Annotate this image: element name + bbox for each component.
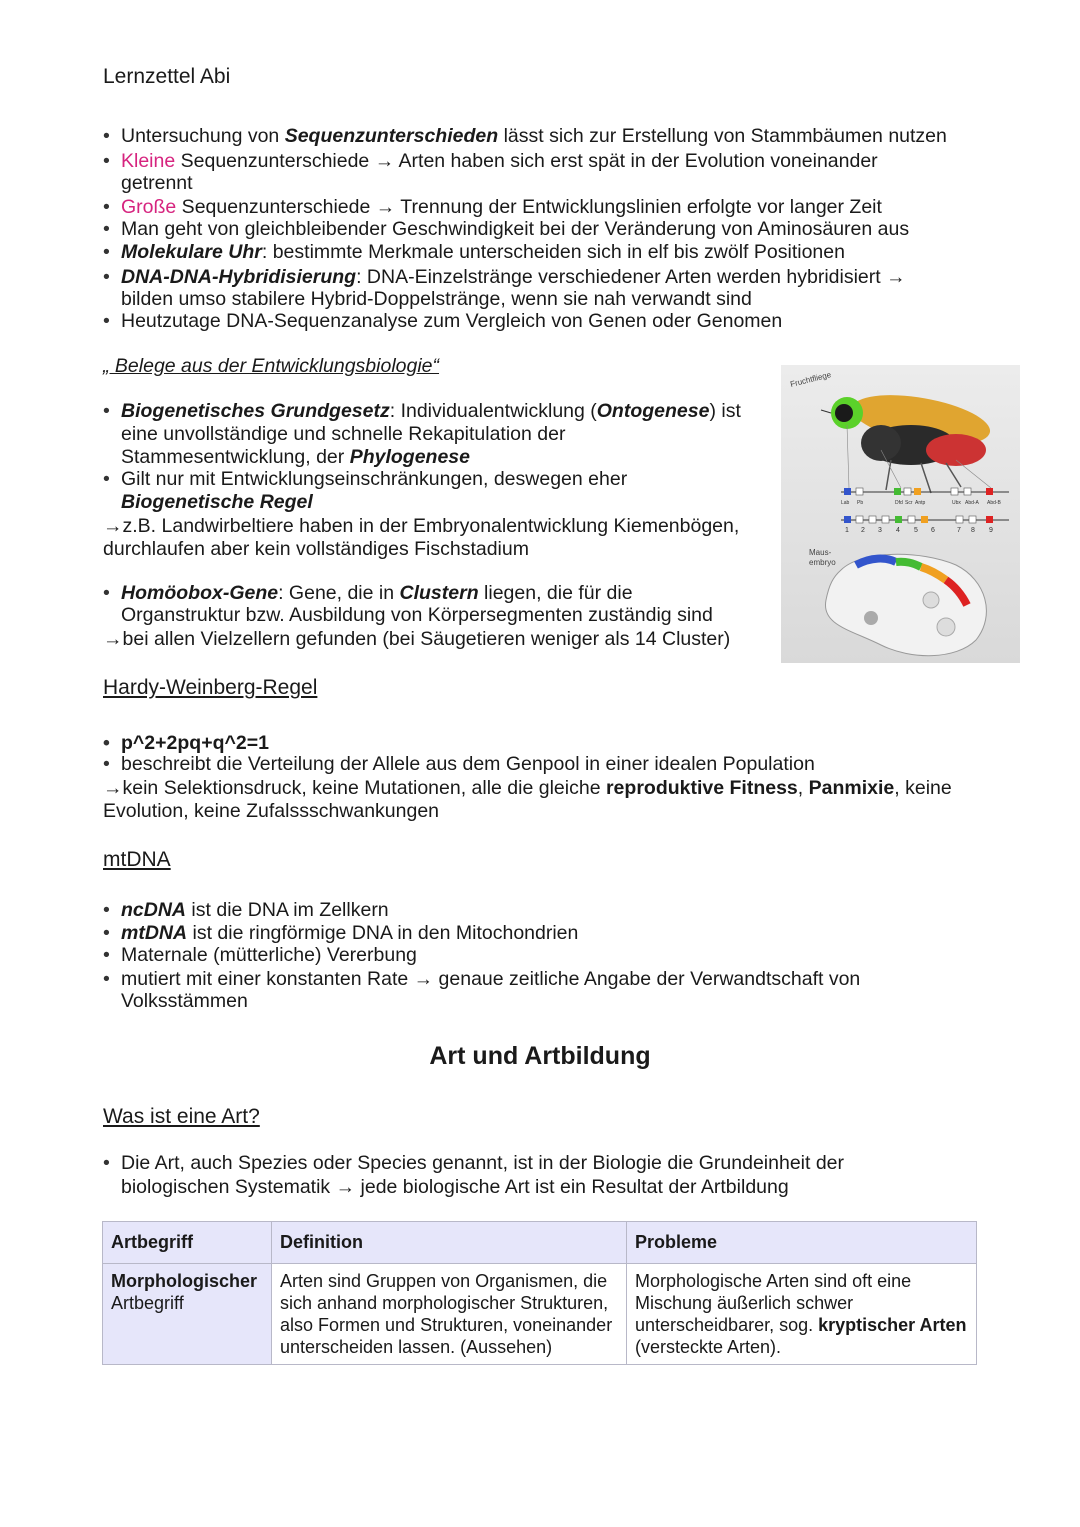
table-header: Artbegriff: [103, 1222, 272, 1264]
arrow-example-l2: durchlaufen aber kein vollständiges Fischstadium: [103, 538, 529, 560]
section-heading-developmental-biology: „ Belege aus der Entwicklungsbiologie“: [103, 355, 440, 377]
bullet-molecular-clock: • Molekulare Uhr: bestimmte Merkmale unterscheiden sich in elf bis zwölf Positionen: [121, 241, 845, 263]
gene-label: Lab: [841, 500, 850, 506]
bullet-small-differences-cont: getrennt: [121, 172, 193, 194]
bullet-homeobox-cont: Organstruktur bzw. Ausbildung von Körpersegmenten zuständig sind: [121, 604, 713, 626]
bullet-formula: • p^2+2pq+q^2=1: [121, 732, 269, 754]
table-header: Definition: [272, 1222, 627, 1264]
bullet-homeobox: • Homöobox-Gene: Gene, die in Clustern liegen, die für die: [121, 582, 633, 604]
mouse-embryo-illustration: [825, 554, 986, 655]
table-cell-definition: Arten sind Gruppen von Organismen, die sich anhand morphologischer Strukturen, also Formen und Strukturen, voneinander unterscheiden lassen. (Aussehen): [272, 1264, 627, 1365]
table-row: [103, 1264, 977, 1365]
cluster-number: 1: [845, 527, 849, 534]
bullet-biogenetic-law-l2: eine unvollständige und schnelle Rekapitulation der: [121, 423, 566, 445]
gene-label: Abd-B: [987, 500, 1001, 506]
bullet-mutation-rate: • mutiert mit einer konstanten Rate → genaue zeitliche Angabe der Verwandtschaft von: [121, 968, 860, 990]
bullet-restrictions: • Gilt nur mit Entwicklungseinschränkungen, deswegen eher: [121, 468, 627, 490]
label-fly: Fruchtfliege: [789, 370, 833, 389]
arrow-homeobox: →bei allen Vielzellern gefunden (bei Säugetieren weniger als 14 Cluster): [103, 628, 731, 650]
bullet-biogenetic-law: • Biogenetisches Grundgesetz: Individualentwicklung (Ontogenese) ist: [121, 400, 741, 422]
bullet-constant-speed: • Man geht von gleichbleibender Geschwindigkeit bei der Veränderung von Aminosäuren aus: [121, 218, 909, 240]
arrow-example-l1: →z.B. Landwirbeltiere haben in der Embryonalentwicklung Kiemenbögen,: [103, 515, 740, 537]
table-cell-problems: Morphologische Arten sind oft eine Mischung äußerlich schwer unterscheidbarer, sog. kryptischer Arten (versteckte Arten).: [627, 1264, 977, 1365]
gene-label: Ubx: [952, 500, 961, 506]
fly-illustration: [821, 386, 994, 493]
cluster-number: 5: [914, 527, 918, 534]
label-mouse: Maus-: [809, 548, 832, 557]
table-header-row: [103, 1222, 977, 1264]
cluster-number: 8: [971, 527, 975, 534]
bullet-maternal: • Maternale (mütterliche) Vererbung: [121, 944, 417, 966]
species-table: [102, 1221, 977, 1365]
section-title-art: Art und Artbildung: [429, 1042, 651, 1070]
hox-diagram: [781, 365, 1020, 663]
bullet-large-differences: • Große Sequenzunterschiede → Trennung der Entwicklungslinien erfolgte vor langer Zeit: [121, 196, 882, 218]
hox-gene-figure: [781, 365, 1020, 663]
gene-label: Dfd: [895, 500, 903, 506]
bullet-hybridization: • DNA-DNA-Hybridisierung: DNA-Einzelstränge verschiedener Arten werden hybridisiert →: [121, 266, 906, 288]
table-cell-term: Morphologischer Artbegriff: [103, 1264, 272, 1365]
bullet-small-differences: • Kleine Sequenzunterschiede → Arten haben sich erst spät in der Evolution voneinander: [121, 150, 878, 172]
bullet-distribution: • beschreibt die Verteilung der Allele aus dem Genpool in einer idealen Population: [121, 753, 815, 775]
bullet-species-definition: • Die Art, auch Spezies oder Species genannt, ist in der Biologie die Grundeinheit der: [121, 1152, 844, 1174]
biogenetic-rule: Biogenetische Regel: [121, 491, 313, 513]
gene-label: Antp: [915, 500, 926, 506]
label-mouse: embryo: [809, 558, 836, 567]
cluster-number: 2: [861, 527, 865, 534]
gene-label: Abd-A: [965, 500, 979, 506]
bullet-ncdna: • ncDNA ist die DNA im Zellkern: [121, 899, 389, 921]
table-header: Probleme: [627, 1222, 977, 1264]
section-heading-mtdna: mtDNA: [103, 848, 171, 871]
cluster-number: 6: [931, 527, 935, 534]
bullet-species-definition-cont: biologischen Systematik → jede biologische Art ist ein Resultat der Artbildung: [121, 1176, 789, 1198]
gene-label: Scr: [905, 500, 913, 506]
section-heading-what-is-species: Was ist eine Art?: [103, 1105, 260, 1128]
section-heading-hardy-weinberg: Hardy-Weinberg-Regel: [103, 676, 318, 699]
bullet-mutation-rate-cont: Volksstämmen: [121, 990, 248, 1012]
cluster-number: 3: [878, 527, 882, 534]
cluster-number: 4: [896, 527, 900, 534]
arrow-conditions-l1: →kein Selektionsdruck, keine Mutationen, alle die gleiche reproduktive Fitness, Panmixie, keine: [103, 777, 952, 799]
bullet-dna-analysis: • Heutzutage DNA-Sequenzanalyse zum Vergleich von Genen oder Genomen: [121, 310, 782, 332]
arrow-conditions-l2: Evolution, keine Zufalssschwankungen: [103, 800, 440, 822]
gene-label: Pb: [857, 500, 864, 506]
bullet-biogenetic-law-l3: Stammesentwicklung, der Phylogenese: [121, 446, 470, 468]
bullet-hybridization-cont: bilden umso stabilere Hybrid-Doppelstränge, wenn sie nah verwandt sind: [121, 288, 752, 310]
bullet-mtdna: • mtDNA ist die ringförmige DNA in den Mitochondrien: [121, 922, 578, 944]
bullet-sequence: • Untersuchung von Sequenzunterschieden lässt sich zur Erstellung von Stammbäumen nutzen: [121, 125, 947, 147]
cluster-number: 7: [957, 527, 961, 534]
page-title: Lernzettel Abi: [103, 65, 231, 88]
cluster-number: 9: [989, 527, 993, 534]
